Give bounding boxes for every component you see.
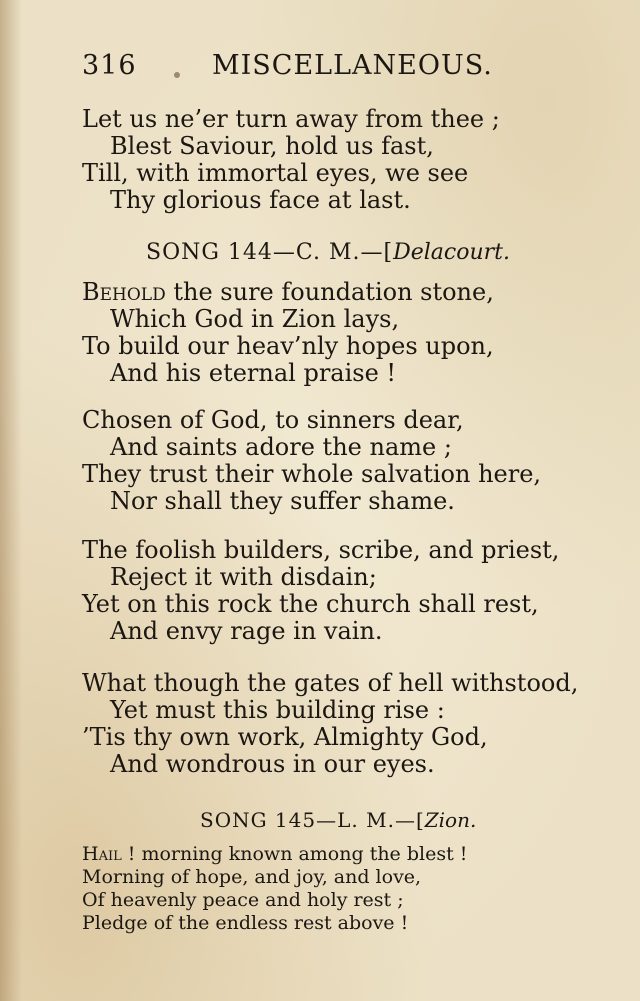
- song-144-stanza-3-line-1: The foolish builders, scribe, and priest,: [82, 536, 560, 564]
- song-144-stanza-1-line-3: To build our heav’nly hopes upon,: [82, 332, 494, 360]
- song-144-number: SONG 144—C. M.—[: [146, 240, 394, 265]
- song-144-stanza-2-line-2: And saints adore the name ;: [110, 433, 452, 461]
- song-144-stanza-3-line-4: And envy rage in vain.: [110, 617, 383, 645]
- page-number: 316: [82, 50, 137, 81]
- song-144-stanza-2-line-3: They trust their whole salvation here,: [82, 460, 542, 488]
- song-145-line-1: [82, 843, 467, 866]
- song-144-stanza-3-line-2: Reject it with disdain;: [110, 563, 377, 591]
- song-145-title: [200, 808, 476, 832]
- song-144-stanza-2-line-1: Chosen of God, to sinners dear,: [82, 406, 464, 434]
- song-144-stanza-4-line-1: What though the gates of hell withstood,: [82, 669, 579, 697]
- line-rest: ! morning known among the blest !: [121, 843, 468, 865]
- song-145-line-4: Pledge of the endless rest above !: [82, 912, 409, 934]
- song-144-tune: Delacourt.: [393, 240, 510, 265]
- song-144-stanza-4-line-2: Yet must this building rise :: [110, 696, 445, 724]
- drop-word: Hail: [82, 843, 122, 865]
- song-144-stanza-1-line-2: Which God in Zion lays,: [110, 305, 400, 333]
- running-title: MISCELLANEOUS.: [212, 50, 493, 81]
- song-145-line-2: Morning of hope, and joy, and love,: [82, 866, 422, 888]
- opening-line-4: Thy glorious face at last.: [110, 186, 411, 214]
- song-144-stanza-4-line-3: ’Tis thy own work, Almighty God,: [82, 723, 488, 751]
- song-144-stanza-1-line-1: [82, 278, 494, 306]
- drop-word: Behold: [82, 278, 166, 306]
- line-rest: the sure foundation stone,: [165, 278, 494, 306]
- song-145-number: SONG 145—L. M.—[: [200, 808, 425, 832]
- page-header: [82, 44, 493, 84]
- ink-dot: [174, 72, 180, 78]
- page-edge-shadow: [0, 0, 22, 1001]
- song-145-tune: Zion.: [424, 808, 477, 832]
- song-144-stanza-1-line-4: And his eternal praise !: [110, 359, 397, 387]
- song-144-title: [146, 240, 510, 265]
- opening-line-3: Till, with immortal eyes, we see: [82, 159, 469, 187]
- song-144-stanza-3-line-3: Yet on this rock the church shall rest,: [82, 590, 539, 618]
- opening-line-2: Blest Saviour, hold us fast,: [110, 132, 434, 160]
- song-144-stanza-4-line-4: And wondrous in our eyes.: [110, 750, 435, 778]
- opening-line-1: Let us ne’er turn away from thee ;: [82, 105, 500, 133]
- song-144-stanza-2-line-4: Nor shall they suffer shame.: [110, 487, 455, 515]
- song-145-line-3: Of heavenly peace and holy rest ;: [82, 889, 404, 911]
